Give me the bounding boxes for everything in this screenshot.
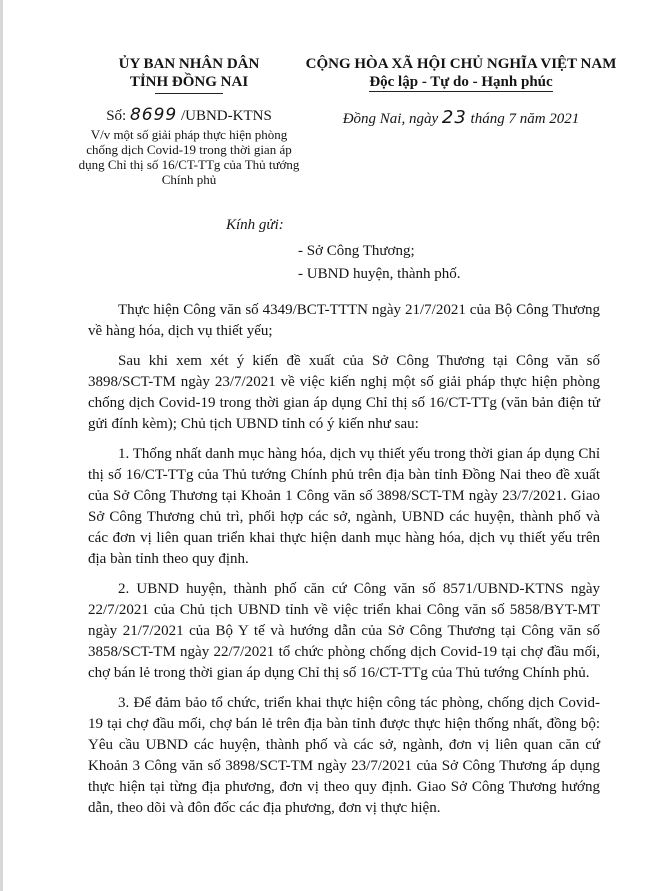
- body-paragraph: Sau khi xem xét ý kiến đề xuất của Sở Công Thương tại Công văn số 3898/SCT-TM ngày 23/7/2021 về việc kiến nghị một số giải pháp thực hiện phòng chống dịch Covid-19 trong thời gian áp dụng Chỉ thị số 16/CT-TTg (văn bản điện tử gửi đính kèm); Chủ tịch UBND tỉnh có ý kiến như sau:: [88, 353, 600, 432]
- issuer-block: [74, 55, 304, 187]
- reference-prefix: Số:: [106, 108, 130, 124]
- recipient-item: - Sở Công Thương;: [298, 243, 415, 259]
- body-paragraph: 3. Để đảm bảo tổ chức, triển khai thực hiện công tác phòng, chống dịch Covid-19 tại chợ đầu mối, chợ bán lẻ trên địa bàn tỉnh được thực hiện thống nhất, đồng bộ: Yêu cầu UBND các huyện, thành phố và các sở, ngành, đơn vị liên quan căn cứ Khoản 3 Công văn số 3898/SCT-TM ngày 23/7/2021 của Sở Công Thương áp dụng thực hiện tại từng địa phương, đơn vị theo quy định. Giao Sở Công Thương hướng dẫn, theo dõi và đôn đốc các địa phương, đơn vị thực hiện.: [88, 695, 600, 816]
- date-suffix: tháng 7 năm 2021: [466, 111, 580, 127]
- national-motto: Độc lập - Tự do - Hạnh phúc: [369, 74, 553, 90]
- national-header: [296, 55, 626, 128]
- reference-handwritten-number: 8699: [129, 105, 178, 125]
- body-paragraph: Thực hiện Công văn số 4349/BCT-TTTN ngày 21/7/2021 của Bộ Công Thương về hàng hóa, dịch vụ thiết yếu;: [88, 302, 600, 339]
- date-prefix: Đồng Nai, ngày: [342, 111, 442, 127]
- document-body: [88, 300, 600, 828]
- country-name: CỘNG HÒA XÃ HỘI CHỦ NGHĨA VIỆT NAM: [305, 56, 617, 72]
- date-handwritten-day: 23: [441, 107, 467, 128]
- issuer-name-line2: TỈNH ĐỒNG NAI: [129, 74, 249, 90]
- scan-edge: [0, 0, 3, 891]
- body-paragraph: 1. Thống nhất danh mục hàng hóa, dịch vụ thiết yếu trong thời gian áp dụng Chỉ thị số 16/CT-TTg của Thủ tướng Chính phủ trên địa bàn tỉnh Đồng Nai theo đề xuất của Sở Công Thương tại Khoản 1 Công văn số 3898/SCT-TM ngày 23/7/2021. Giao Sở Công Thương chủ trì, phối hợp các sở, ngành, UBND các huyện, thành phố và các đơn vị liên quan triển khai thực hiện danh mục hàng hóa, dịch vụ thiết yếu trên địa bàn tỉnh theo quy định.: [88, 446, 600, 567]
- recipients-list: [298, 240, 460, 286]
- recipient-item: - UBND huyện, thành phố.: [298, 266, 461, 282]
- national-motto-wrap: [296, 73, 626, 91]
- issue-date: [296, 109, 626, 128]
- issuer-name-line1: ỦY BAN NHÂN DÂN: [118, 56, 260, 72]
- subject-line: V/v một số giải pháp thực hiện phòng chống dịch Covid-19 trong thời gian áp dụng Chỉ thị số 16/CT-TTg của Thủ tướng Chính phủ: [78, 127, 300, 187]
- recipients-label: Kính gửi:: [226, 217, 284, 233]
- body-paragraph: 2. UBND huyện, thành phố căn cứ Công văn số 8571/UBND-KTNS ngày 22/7/2021 của Chủ tịch UBND tỉnh về việc triển khai Công văn số 5858/BYT-MT ngày 21/7/2021 của Bộ Y tế và hướng dẫn của Sở Công Thương tại Công văn số 3858/SCT-TM ngày 22/7/2021 tổ chức phòng chống dịch Covid-19 tại chợ đầu mối, chợ bán lẻ trong thời gian áp dụng Chỉ thị số 16/CT-TTg của Thủ tướng Chính phủ.: [88, 581, 600, 681]
- reference-suffix: /UBND-KTNS: [177, 108, 272, 124]
- issuer-divider: [155, 93, 223, 94]
- reference-number: [74, 106, 304, 125]
